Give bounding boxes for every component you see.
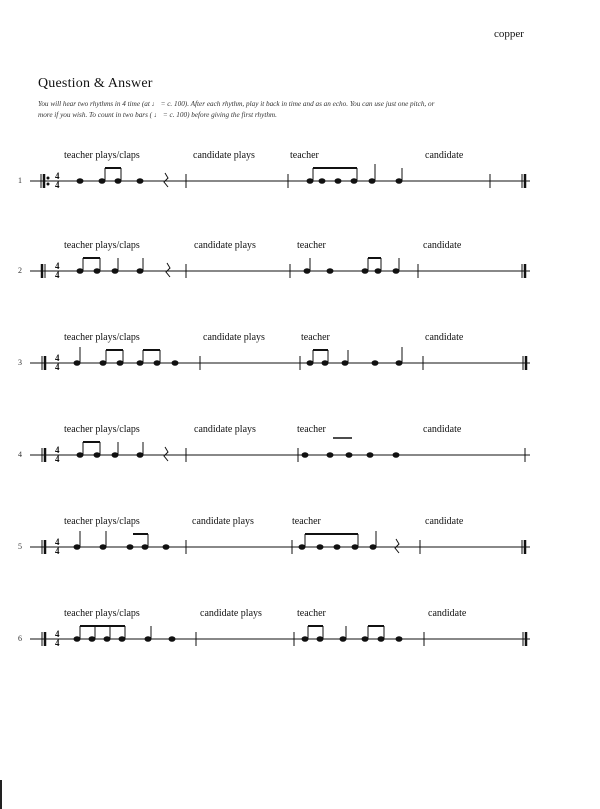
svg-text:4: 4 — [55, 171, 60, 181]
label-candidate: candidate — [428, 608, 467, 619]
label-candidate-plays: candidate plays — [194, 240, 256, 251]
exercise-5 — [0, 516, 600, 576]
label-candidate-plays: candidate plays — [194, 424, 256, 435]
label-candidate-plays: candidate plays — [193, 150, 255, 161]
label-teacher-plays: teacher plays/claps — [64, 516, 140, 527]
label-teacher: teacher — [292, 516, 321, 527]
svg-text:4: 4 — [55, 362, 60, 372]
svg-text:4: 4 — [55, 537, 60, 547]
label-candidate: candidate — [425, 516, 464, 527]
label-candidate: candidate — [423, 240, 462, 251]
exercise-number: 6 — [18, 634, 22, 643]
exercise-number: 5 — [18, 542, 22, 551]
label-candidate-plays: candidate plays — [203, 332, 265, 343]
exercise-2 — [0, 240, 600, 300]
instructions-line-2: more if you wish. To count in two bars ( ♩ = c. 100) before giving the first rhythm. — [38, 111, 277, 119]
svg-text:4: 4 — [55, 638, 60, 648]
svg-text:4: 4 — [55, 353, 60, 363]
exercise-4 — [0, 424, 600, 484]
rhythm-staff — [0, 534, 600, 574]
exercise-1 — [0, 150, 600, 210]
rhythm-staff — [0, 442, 600, 482]
rhythm-staff — [0, 626, 600, 666]
svg-text:4: 4 — [55, 270, 60, 280]
exercise-number: 4 — [18, 450, 22, 459]
label-teacher-plays: teacher plays/claps — [64, 608, 140, 619]
label-candidate: candidate — [425, 150, 464, 161]
label-teacher: teacher — [297, 240, 326, 251]
exercise-number: 2 — [18, 266, 22, 275]
svg-text:4: 4 — [55, 445, 60, 455]
svg-text:4: 4 — [55, 454, 60, 464]
svg-text:4: 4 — [55, 629, 60, 639]
label-teacher: teacher — [297, 608, 326, 619]
label-teacher-plays: teacher plays/claps — [64, 240, 140, 251]
svg-text:4: 4 — [55, 180, 60, 190]
scan-edge-mark — [0, 780, 2, 809]
grade-label: copper — [494, 28, 524, 40]
instructions — [38, 99, 538, 121]
exercise-6 — [0, 608, 600, 668]
label-teacher: teacher — [290, 150, 319, 161]
label-teacher-plays: teacher plays/claps — [64, 150, 140, 161]
label-candidate: candidate — [425, 332, 464, 343]
instructions-line-1: You will hear two rhythms in 4 time (at ♩ = c. 100). After each rhythm, play it back in time and as an echo. You can use just one pitch, or — [38, 100, 435, 108]
rhythm-staff — [0, 168, 600, 208]
page-title: Question & Answer — [38, 76, 153, 91]
rhythm-staff — [0, 258, 600, 298]
rhythm-staff — [0, 350, 600, 390]
label-teacher-plays: teacher plays/claps — [64, 424, 140, 435]
label-teacher-plays: teacher plays/claps — [64, 332, 140, 343]
label-candidate-plays: candidate plays — [200, 608, 262, 619]
exercise-3 — [0, 332, 600, 392]
exercise-number: 3 — [18, 358, 22, 367]
label-teacher: teacher — [297, 424, 326, 435]
label-candidate-plays: candidate plays — [192, 516, 254, 527]
label-candidate: candidate — [423, 424, 462, 435]
label-teacher: teacher — [301, 332, 330, 343]
svg-text:4: 4 — [55, 546, 60, 556]
svg-text:4: 4 — [55, 261, 60, 271]
exercise-number: 1 — [18, 176, 22, 185]
